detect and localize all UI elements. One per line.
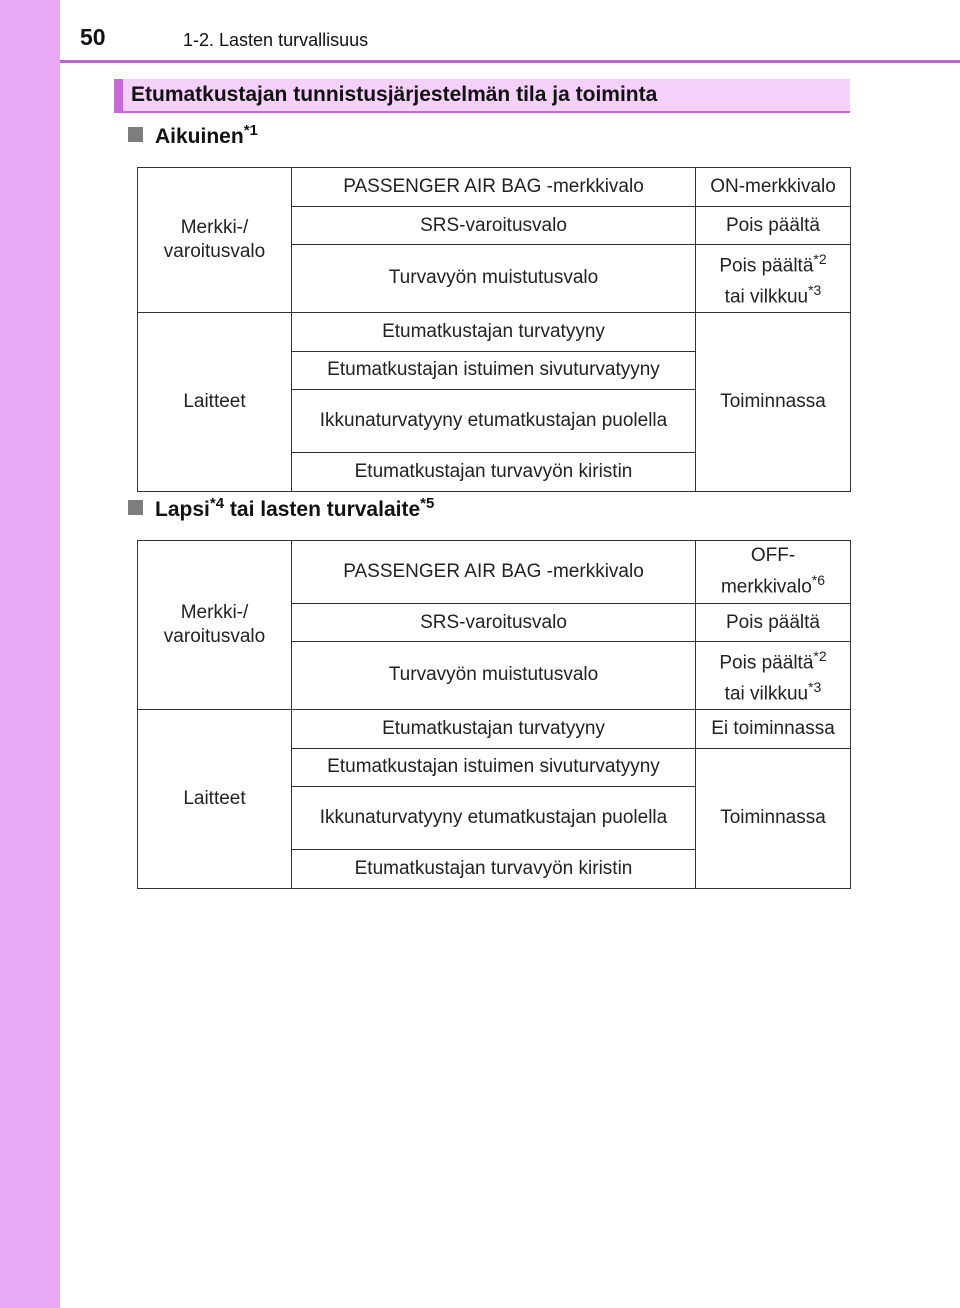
adult-heading — [128, 122, 258, 149]
header-divider — [60, 60, 960, 63]
indicator-group-label: Merkki-/ varoitusvalo — [138, 541, 292, 710]
airbag-light-status — [696, 541, 851, 604]
indicator-group-label: Merkki-/ varoitusvalo — [138, 168, 292, 313]
page-sidebar — [0, 0, 60, 1308]
footnote-marker: *4 — [209, 495, 225, 512]
adult-heading-text: Aikuinen — [155, 125, 244, 148]
footnote-marker: *3 — [808, 679, 822, 696]
status-text: tai vilkkuu — [724, 683, 809, 705]
side-airbag-label: Etumatkustajan istuimen sivuturvatyyny — [292, 351, 696, 389]
srs-light-status: Pois päältä — [696, 207, 851, 245]
airbag-light-label: PASSENGER AIR BAG -merkkivalo — [292, 168, 696, 207]
status-text: tai vilkkuu — [724, 286, 809, 308]
side-airbag-label: Etumatkustajan istuimen sivuturvatyyny — [292, 748, 696, 786]
pretensioner-label: Etumatkustajan turvavyön kiristin — [292, 849, 696, 888]
footnote-marker: *2 — [813, 251, 827, 267]
status-text: Pois päältä — [719, 255, 814, 277]
belt-reminder-status — [696, 245, 851, 313]
page-number: 50 — [80, 24, 106, 50]
devices-status: Toiminnassa — [696, 312, 851, 491]
footnote-marker: *5 — [420, 495, 435, 512]
table-row — [138, 168, 851, 207]
curtain-airbag-label: Ikkunaturvatyyny etumatkustajan puolella — [292, 786, 696, 849]
devices-status: Toiminnassa — [696, 748, 851, 888]
table-row — [138, 312, 851, 351]
front-airbag-label: Etumatkustajan turvatyyny — [292, 709, 696, 748]
footnote-marker: *6 — [811, 572, 826, 589]
devices-group-label: Laitteet — [138, 312, 292, 491]
belt-reminder-label: Turvavyön muistutusvalo — [292, 245, 696, 313]
status-text: merkkivalo — [720, 576, 812, 598]
table-row — [138, 709, 851, 748]
footnote-marker: *3 — [808, 282, 822, 299]
airbag-light-label: PASSENGER AIR BAG -merkkivalo — [292, 541, 696, 604]
footnote-marker: *1 — [243, 122, 258, 139]
adult-status-table — [137, 167, 851, 492]
child-status-table — [137, 540, 851, 889]
child-heading-text: Lapsi — [155, 498, 210, 521]
srs-light-label: SRS-varoitusvalo — [292, 604, 696, 642]
chapter-title: 1-2. Lasten turvallisuus — [183, 30, 369, 50]
footnote-marker: *2 — [813, 648, 827, 664]
child-heading — [128, 495, 434, 522]
status-text: OFF- — [750, 545, 796, 567]
belt-reminder-label: Turvavyön muistutusvalo — [292, 642, 696, 710]
section-heading: Etumatkustajan tunnistusjärjestelmän tila ja toiminta — [114, 79, 850, 113]
airbag-light-status: ON-merkkivalo — [696, 168, 851, 207]
square-bullet-icon — [128, 500, 143, 515]
front-airbag-label: Etumatkustajan turvatyyny — [292, 312, 696, 351]
pretensioner-label: Etumatkustajan turvavyön kiristin — [292, 452, 696, 491]
status-text: Pois päältä — [719, 652, 814, 674]
curtain-airbag-label: Ikkunaturvatyyny etumatkustajan puolella — [292, 389, 696, 452]
devices-group-label: Laitteet — [138, 709, 292, 888]
child-heading-text-2: tai lasten turvalaite — [229, 498, 421, 521]
table-row — [138, 541, 851, 604]
srs-light-label: SRS-varoitusvalo — [292, 207, 696, 245]
belt-reminder-status — [696, 642, 851, 710]
srs-light-status: Pois päältä — [696, 604, 851, 642]
front-airbag-status: Ei toiminnassa — [696, 709, 851, 748]
square-bullet-icon — [128, 127, 143, 142]
